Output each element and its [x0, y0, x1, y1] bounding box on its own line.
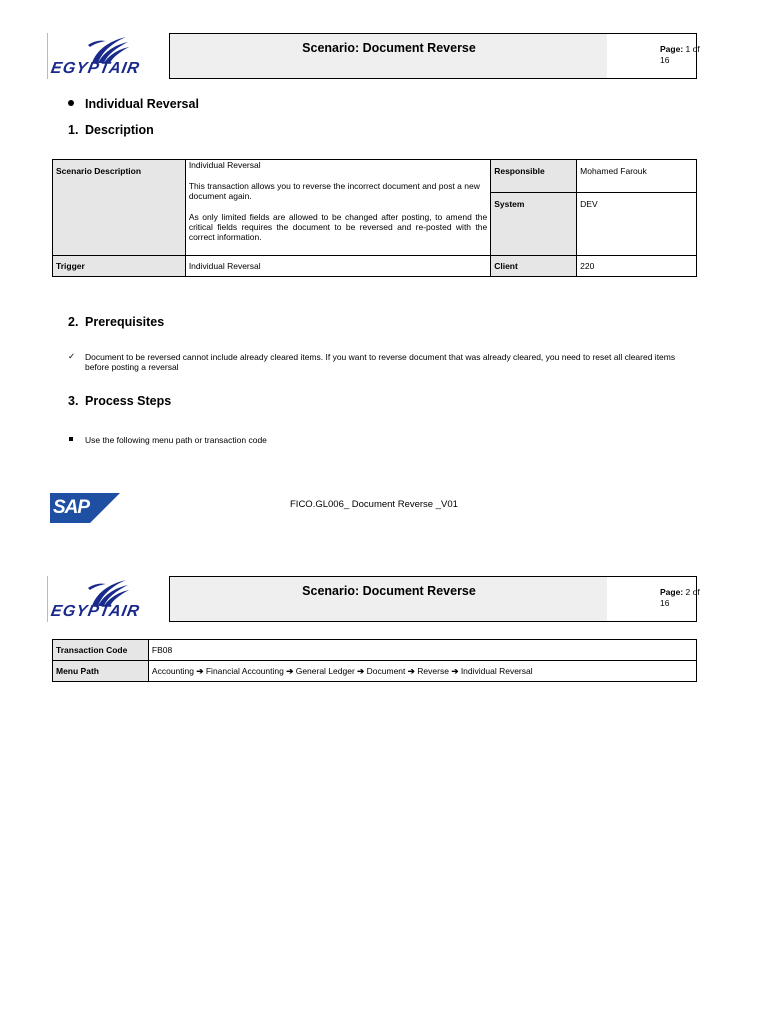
page-number: 1 of [685, 44, 700, 54]
page-number-box [607, 33, 700, 79]
section-title-process-steps: Process Steps [85, 394, 172, 408]
section-title-prerequisites: Prerequisites [85, 315, 165, 329]
egyptair-logo-text: EGYPTAIR [49, 603, 142, 620]
checkmark-icon: ✓ [68, 351, 76, 361]
transaction-code-value: FB08 [148, 640, 696, 661]
transaction-table [52, 639, 697, 682]
footer-document-name: FICO.GL006_ Document Reverse _V01 [290, 499, 458, 510]
page-number-box [607, 576, 700, 622]
menu-path-step: Financial Accounting [205, 666, 284, 676]
page-total: 16 [660, 55, 670, 65]
menu-path-step: Document [366, 666, 406, 676]
page-label: Page: [660, 44, 684, 54]
trigger-label: Trigger [53, 256, 186, 277]
scenario-description-cell [185, 160, 490, 256]
system-value: DEV [577, 193, 697, 256]
section-number-prerequisites: 2. [68, 315, 79, 329]
menu-path-value [148, 661, 696, 682]
menu-path-step: General Ledger [295, 666, 355, 676]
menu-path-label: Menu Path [53, 661, 149, 682]
sap-logo [50, 493, 120, 523]
client-label: Client [491, 256, 577, 277]
document-title: Scenario: Document Reverse [302, 41, 476, 55]
arrow-right-icon: ➔ [407, 666, 415, 676]
sap-logo-text: SAP [53, 497, 90, 518]
scenario-description-label: Scenario Description [53, 160, 186, 256]
scenario-description-title: Individual Reversal [188, 160, 261, 170]
page-total: 16 [660, 598, 670, 608]
page-number: 2 of [685, 587, 700, 597]
menu-path-step: Reverse [417, 666, 449, 676]
section-number-process-steps: 3. [68, 394, 79, 408]
trigger-value: Individual Reversal [185, 256, 490, 277]
document-title: Scenario: Document Reverse [302, 584, 476, 598]
document-title-box [169, 33, 609, 79]
description-table [52, 159, 697, 277]
arrow-right-icon: ➔ [286, 666, 294, 676]
scenario-description-p1: This transaction allows you to reverse the incorrect document and post a new document again. [188, 181, 480, 201]
responsible-label: Responsible [491, 160, 577, 193]
transaction-code-label: Transaction Code [53, 640, 149, 661]
page-label: Page: [660, 587, 684, 597]
bullet-heading: Individual Reversal [85, 97, 199, 111]
scenario-description-p2: As only limited fields are allowed to be changed after posting, to amend the critical fields requires the document to be reversed and re-posted with the correct information. [188, 212, 488, 242]
egyptair-logo [47, 33, 170, 79]
page-1-header [47, 33, 700, 79]
menu-path-step: Individual Reversal [460, 666, 533, 676]
process-step-item: Use the following menu path or transaction code [85, 435, 267, 445]
document-title-box [169, 576, 609, 622]
menu-path-step: Accounting [151, 666, 194, 676]
arrow-right-icon: ➔ [357, 666, 365, 676]
bullet-icon [68, 100, 74, 106]
section-title-description: Description [85, 123, 154, 137]
system-label: System [491, 193, 577, 256]
client-value: 220 [577, 256, 697, 277]
page-2-header [47, 576, 700, 622]
arrow-right-icon: ➔ [451, 666, 459, 676]
responsible-value: Mohamed Farouk [577, 160, 697, 193]
prerequisite-text: Document to be reversed cannot include already cleared items. If you want to reverse document that was already cleared, you need to reset all cleared items before posting a reversal [85, 352, 676, 372]
section-number-description: 1. [68, 123, 79, 137]
arrow-right-icon: ➔ [196, 666, 204, 676]
egyptair-logo-text: EGYPTAIR [49, 60, 142, 77]
square-bullet-icon [69, 437, 73, 441]
egyptair-logo [47, 576, 170, 622]
